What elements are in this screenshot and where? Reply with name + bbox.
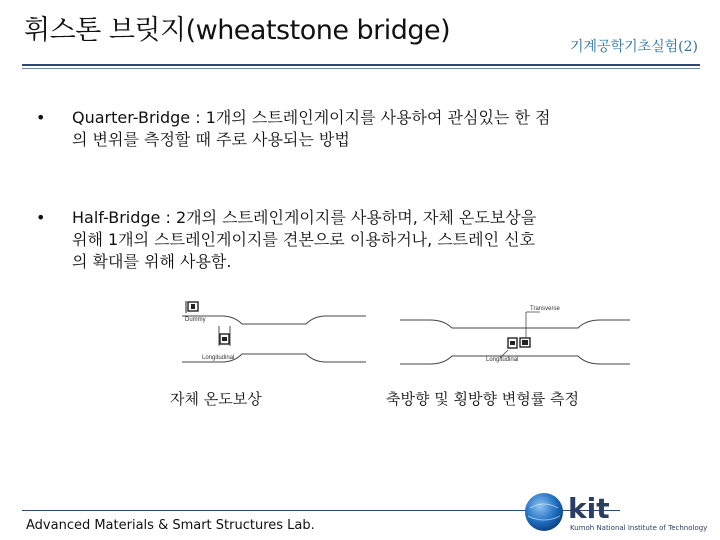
- figure-caption-dummy: 자체 온도보상: [170, 390, 262, 408]
- bullet-line: 의 확대를 위해 사용함.: [72, 252, 232, 271]
- footer-lab-name: Advanced Materials & Smart Structures Lab.: [26, 518, 315, 533]
- course-subtitle: 기계공학기초실험(2): [569, 39, 698, 55]
- globe-icon: [525, 493, 563, 531]
- figure-label: Transverse: [530, 306, 560, 312]
- kit-logo: [522, 488, 714, 538]
- bullet-text: [72, 207, 672, 273]
- specimen-figure-transverse: [400, 300, 630, 370]
- bullet-line: Quarter-Bridge : 1개의 스트레인게이지를 사용하여 관심있는 한 점: [72, 108, 551, 127]
- specimen-figure-dummy: [182, 298, 366, 370]
- title-divider: [22, 64, 700, 66]
- bullet-marker: •: [36, 208, 46, 227]
- bullet-line: 의 변위를 측정할 때 주로 사용되는 방법: [72, 130, 350, 149]
- figure-label: Longitudinal: [486, 357, 519, 363]
- figure-label: Dummy: [185, 317, 206, 323]
- slide-title: 휘스톤 브릿지(wheatstone bridge): [24, 15, 451, 46]
- bullet-line: 위해 1개의 스트레인게이지를 견본으로 이용하거나, 스트레인 신호: [72, 230, 536, 249]
- bullet-marker: •: [36, 108, 46, 127]
- logo-main-text: kit: [568, 492, 610, 525]
- figure-label: Longitudinal: [202, 355, 235, 361]
- bullet-line: Half-Bridge : 2개의 스트레인게이지를 사용하며, 자체 온도보상을: [72, 208, 537, 227]
- figure-caption-transverse: 축방향 및 횡방향 변형률 측정: [386, 390, 579, 408]
- logo-sub-text: Kumoh National Institute of Technology: [570, 524, 708, 532]
- title-divider-thin: [22, 68, 700, 69]
- bullet-text: [72, 107, 672, 151]
